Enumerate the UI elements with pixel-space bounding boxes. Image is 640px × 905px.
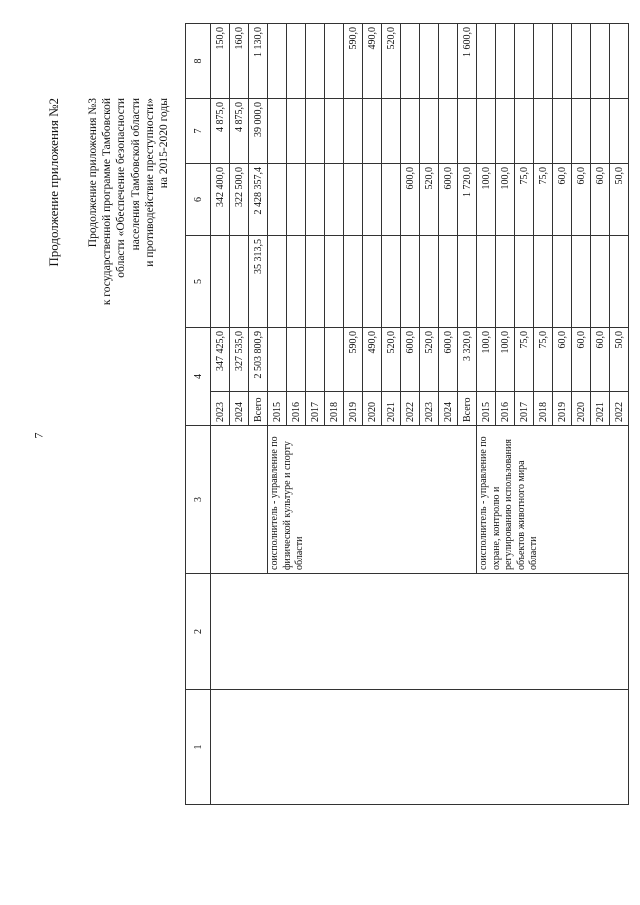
value-cell-5 <box>591 236 610 328</box>
appendix-header-line: Продолжение приложения №3 <box>87 98 99 248</box>
year-cell: 2022 <box>610 392 629 426</box>
value-cell-6 <box>363 164 382 236</box>
value-cell-4: 520,0 <box>382 328 401 392</box>
year-cell: 2016 <box>496 392 515 426</box>
value-cell-8: 590,0 <box>344 24 363 99</box>
year-cell: 2021 <box>382 392 401 426</box>
year-cell: 2017 <box>306 392 325 426</box>
value-cell-5 <box>515 236 534 328</box>
value-cell-8 <box>325 24 344 99</box>
value-cell-8 <box>572 24 591 99</box>
value-cell-5 <box>534 236 553 328</box>
value-cell-6: 60,0 <box>553 164 572 236</box>
value-cell-8 <box>439 24 458 99</box>
value-cell-6: 50,0 <box>610 164 629 236</box>
value-cell-8: 1 130,0 <box>249 24 268 99</box>
value-cell-4: 347 425,0 <box>211 328 230 392</box>
value-cell-8: 1 600,0 <box>458 24 477 99</box>
value-cell-4 <box>268 328 287 392</box>
value-cell-5 <box>363 236 382 328</box>
executor-cell <box>211 426 268 574</box>
value-cell-4: 100,0 <box>477 328 496 392</box>
year-cell: 2024 <box>230 392 249 426</box>
year-cell: 2022 <box>401 392 420 426</box>
column-number-row <box>186 24 211 805</box>
year-cell: 2018 <box>534 392 553 426</box>
year-cell: 2020 <box>572 392 591 426</box>
appendix-header-line: области «Обеспечение безопасности <box>115 98 128 278</box>
col1-cell <box>211 690 629 805</box>
value-cell-7 <box>306 99 325 164</box>
value-cell-7 <box>458 99 477 164</box>
column-header: 5 <box>186 236 211 328</box>
value-cell-6: 75,0 <box>515 164 534 236</box>
value-cell-4: 60,0 <box>553 328 572 392</box>
year-cell: 2023 <box>211 392 230 426</box>
value-cell-7: 39 000,0 <box>249 99 268 164</box>
value-cell-6 <box>382 164 401 236</box>
col2-cell <box>211 574 629 690</box>
value-cell-7 <box>610 99 629 164</box>
value-cell-5 <box>211 236 230 328</box>
value-cell-5 <box>439 236 458 328</box>
value-cell-7 <box>287 99 306 164</box>
year-cell: 2019 <box>553 392 572 426</box>
value-cell-7 <box>420 99 439 164</box>
value-cell-5 <box>268 236 287 328</box>
value-cell-7 <box>325 99 344 164</box>
executor-cell: соисполнитель - управление по охране, контролю и регулированию использования объектов животного мира области <box>477 426 629 574</box>
year-cell: 2017 <box>515 392 534 426</box>
value-cell-6: 600,0 <box>439 164 458 236</box>
value-cell-5 <box>477 236 496 328</box>
value-cell-8 <box>534 24 553 99</box>
value-cell-7: 4 875,0 <box>211 99 230 164</box>
value-cell-8 <box>515 24 534 99</box>
value-cell-8 <box>477 24 496 99</box>
column-header: 1 <box>186 690 211 805</box>
value-cell-6: 1 720,0 <box>458 164 477 236</box>
appendix-header-line: и противодействие преступности» <box>143 98 156 267</box>
value-cell-8 <box>591 24 610 99</box>
value-cell-5 <box>496 236 515 328</box>
value-cell-8: 150,0 <box>211 24 230 99</box>
value-cell-8: 160,0 <box>230 24 249 99</box>
value-cell-7 <box>401 99 420 164</box>
value-cell-5 <box>420 236 439 328</box>
value-cell-6: 100,0 <box>477 164 496 236</box>
appendix-continuation-title: Продолжение приложения №2 <box>46 98 61 267</box>
value-cell-4 <box>287 328 306 392</box>
value-cell-8 <box>401 24 420 99</box>
value-cell-8 <box>306 24 325 99</box>
value-cell-7 <box>515 99 534 164</box>
year-cell: 2015 <box>268 392 287 426</box>
value-cell-4: 3 320,0 <box>458 328 477 392</box>
year-cell: 2016 <box>287 392 306 426</box>
value-cell-4: 600,0 <box>401 328 420 392</box>
value-cell-8 <box>553 24 572 99</box>
value-cell-7 <box>591 99 610 164</box>
value-cell-5 <box>458 236 477 328</box>
value-cell-6: 520,0 <box>420 164 439 236</box>
value-cell-4: 590,0 <box>344 328 363 392</box>
year-cell: Всего <box>458 392 477 426</box>
table-row <box>211 24 230 805</box>
value-cell-5 <box>325 236 344 328</box>
value-cell-5 <box>553 236 572 328</box>
value-cell-5 <box>306 236 325 328</box>
value-cell-5 <box>401 236 420 328</box>
appendix-header-block <box>86 98 171 905</box>
value-cell-4: 2 503 800,9 <box>249 328 268 392</box>
value-cell-6 <box>268 164 287 236</box>
value-cell-5 <box>230 236 249 328</box>
value-cell-6: 75,0 <box>534 164 553 236</box>
appendix-header-line: на 2015-2020 годы <box>158 98 171 189</box>
value-cell-6 <box>287 164 306 236</box>
value-cell-6: 600,0 <box>401 164 420 236</box>
value-cell-5 <box>344 236 363 328</box>
value-cell-7 <box>382 99 401 164</box>
value-cell-7 <box>553 99 572 164</box>
value-cell-4: 60,0 <box>572 328 591 392</box>
value-cell-6: 100,0 <box>496 164 515 236</box>
value-cell-6: 342 400,0 <box>211 164 230 236</box>
value-cell-4: 60,0 <box>591 328 610 392</box>
value-cell-6 <box>325 164 344 236</box>
value-cell-4: 50,0 <box>610 328 629 392</box>
page-number: 7 <box>31 432 46 439</box>
year-cell: 2019 <box>344 392 363 426</box>
value-cell-4: 600,0 <box>439 328 458 392</box>
column-header: 4 <box>186 328 211 426</box>
year-cell: 2023 <box>420 392 439 426</box>
value-cell-4: 327 535,0 <box>230 328 249 392</box>
value-cell-7 <box>477 99 496 164</box>
appendix-header-line: населения Тамбовской области <box>129 98 142 251</box>
year-cell: 2020 <box>363 392 382 426</box>
value-cell-6 <box>344 164 363 236</box>
value-cell-8: 490,0 <box>363 24 382 99</box>
value-cell-8 <box>268 24 287 99</box>
value-cell-5 <box>610 236 629 328</box>
value-cell-5 <box>382 236 401 328</box>
value-cell-7 <box>572 99 591 164</box>
value-cell-7 <box>534 99 553 164</box>
value-cell-4 <box>306 328 325 392</box>
year-cell: 2015 <box>477 392 496 426</box>
column-header: 8 <box>186 24 211 99</box>
table-body <box>211 24 629 805</box>
column-header: 6 <box>186 164 211 236</box>
value-cell-7 <box>363 99 382 164</box>
year-cell: 2021 <box>591 392 610 426</box>
value-cell-6: 60,0 <box>572 164 591 236</box>
year-cell: 2024 <box>439 392 458 426</box>
appendix-header-line: к государственной программе Тамбовской <box>101 98 114 306</box>
value-cell-8 <box>420 24 439 99</box>
funding-table <box>185 23 629 805</box>
value-cell-4: 100,0 <box>496 328 515 392</box>
value-cell-4: 490,0 <box>363 328 382 392</box>
year-cell: Всего <box>249 392 268 426</box>
value-cell-6: 2 428 357,4 <box>249 164 268 236</box>
value-cell-4: 75,0 <box>534 328 553 392</box>
year-cell: 2018 <box>325 392 344 426</box>
value-cell-4: 520,0 <box>420 328 439 392</box>
value-cell-8 <box>287 24 306 99</box>
value-cell-5 <box>572 236 591 328</box>
value-cell-4: 75,0 <box>515 328 534 392</box>
value-cell-7 <box>344 99 363 164</box>
column-header: 3 <box>186 426 211 574</box>
value-cell-6: 322 500,0 <box>230 164 249 236</box>
value-cell-6: 60,0 <box>591 164 610 236</box>
value-cell-7: 4 875,0 <box>230 99 249 164</box>
column-header: 2 <box>186 574 211 690</box>
value-cell-4 <box>325 328 344 392</box>
value-cell-8 <box>496 24 515 99</box>
value-cell-7 <box>439 99 458 164</box>
value-cell-5: 35 313,5 <box>249 236 268 328</box>
value-cell-7 <box>268 99 287 164</box>
value-cell-8: 520,0 <box>382 24 401 99</box>
column-header: 7 <box>186 99 211 164</box>
value-cell-8 <box>610 24 629 99</box>
value-cell-5 <box>287 236 306 328</box>
value-cell-7 <box>496 99 515 164</box>
executor-cell: соисполнитель - управление по физической культуре и спорту области <box>268 426 477 574</box>
value-cell-6 <box>306 164 325 236</box>
